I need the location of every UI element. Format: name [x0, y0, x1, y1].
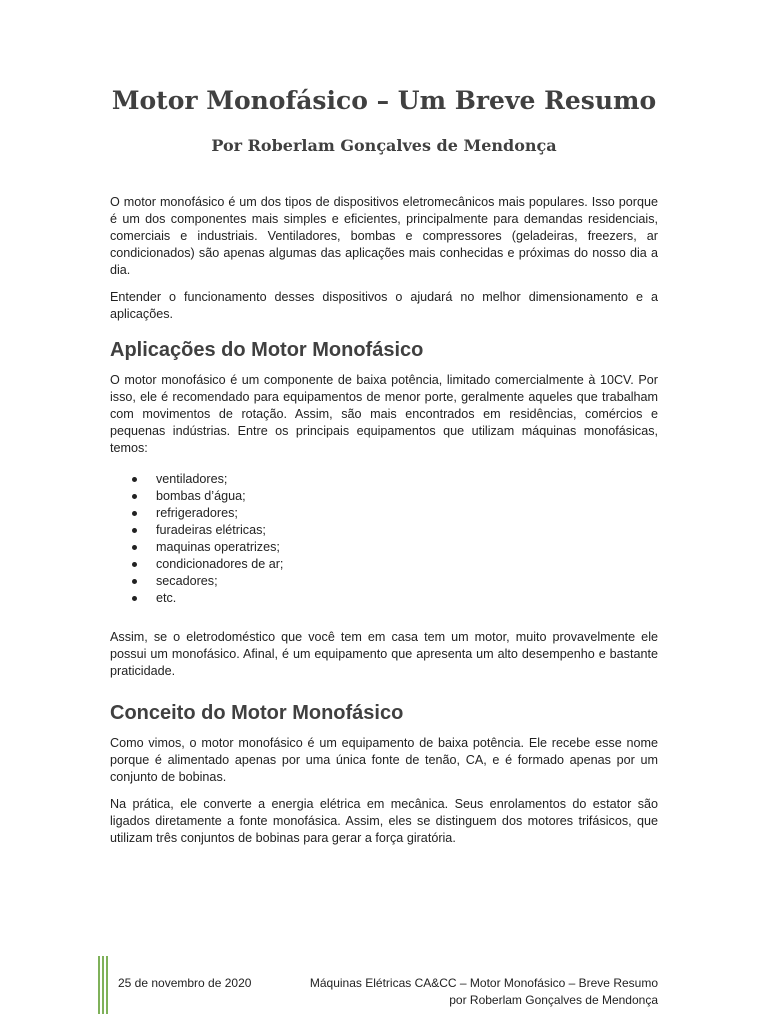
document-author: Por Roberlam Gonçalves de Mendonça — [211, 136, 557, 155]
footer-caption — [310, 975, 658, 1009]
list-item: furadeiras elétricas; — [110, 522, 658, 539]
document-body — [110, 194, 658, 857]
section-heading-applications: Aplicações do Motor Monofásico — [110, 339, 424, 361]
intro-paragraph-1: O motor monofásico é um dos tipos de dispositivos eletromecânicos mais populares. Isso porque é um dos componentes mais simples e eficientes, principalmente para demandas residenciais, comerciais e industriais. Ventiladores, bombas e compressores (geladeiras, freezers, ar condicionados) são apenas algumas das aplicações mais conhecidas e próximas do nosso dia a dia. — [110, 195, 658, 277]
list-item: maquinas operatrizes; — [110, 539, 658, 556]
list-item: secadores; — [110, 573, 658, 590]
list-item: ventiladores; — [110, 471, 658, 488]
concept-paragraph-2: Na prática, ele converte a energia elétrica em mecânica. Seus enrolamentos do estator são ligados diretamente a fonte monofásica. Assim, eles se distinguem dos motores trifásicos, que utilizam três conjuntos de bobinas para gerar a força giratória. — [110, 797, 658, 845]
section-heading-concept: Conceito do Motor Monofásico — [110, 702, 404, 724]
applications-list — [110, 471, 658, 607]
list-item: etc. — [110, 590, 658, 607]
footer-caption-line-1: Máquinas Elétricas CA&CC – Motor Monofásico – Breve Resumo — [309, 976, 658, 990]
concept-paragraph-1: Como vimos, o motor monofásico é um equipamento de baixa potência. Ele recebe esse nome porque é alimentado apenas por uma única fonte de tenão, CA, e é formado apenas por um conjunto de bobinas. — [110, 736, 658, 784]
footer-caption-line-2: por Roberlam Gonçalves de Mendonça — [449, 993, 658, 1007]
footer-date: 25 de novembro de 2020 — [118, 976, 252, 990]
intro-paragraph-2: Entender o funcionamento desses dispositivos o ajudará no melhor dimensionamento e a aplicações. — [110, 290, 658, 321]
applications-paragraph-1: O motor monofásico é um componente de baixa potência, limitado comercialmente à 10CV. Por isso, ele é recomendado para equipamentos de menor porte, geralmente aqueles que trabalham com movimentos de rotação. Assim, são mais encontrados em residências, comércios e pequenas indústrias. Entre os principais equipamentos que utilizam máquinas monofásicas, temos: — [110, 373, 658, 455]
list-item: bombas d’água; — [110, 488, 658, 505]
applications-paragraph-2: Assim, se o eletrodoméstico que você tem em casa tem um motor, muito provavelmente ele possui um monofásico. Afinal, é um equipamento que apresenta um alto desempenho e bastante praticidade. — [110, 630, 658, 678]
list-item: condicionadores de ar; — [110, 556, 658, 573]
list-item: refrigeradores; — [110, 505, 658, 522]
footer-accent-bars — [98, 956, 112, 1014]
document-title: Motor Monofásico – Um Breve Resumo — [111, 86, 657, 115]
